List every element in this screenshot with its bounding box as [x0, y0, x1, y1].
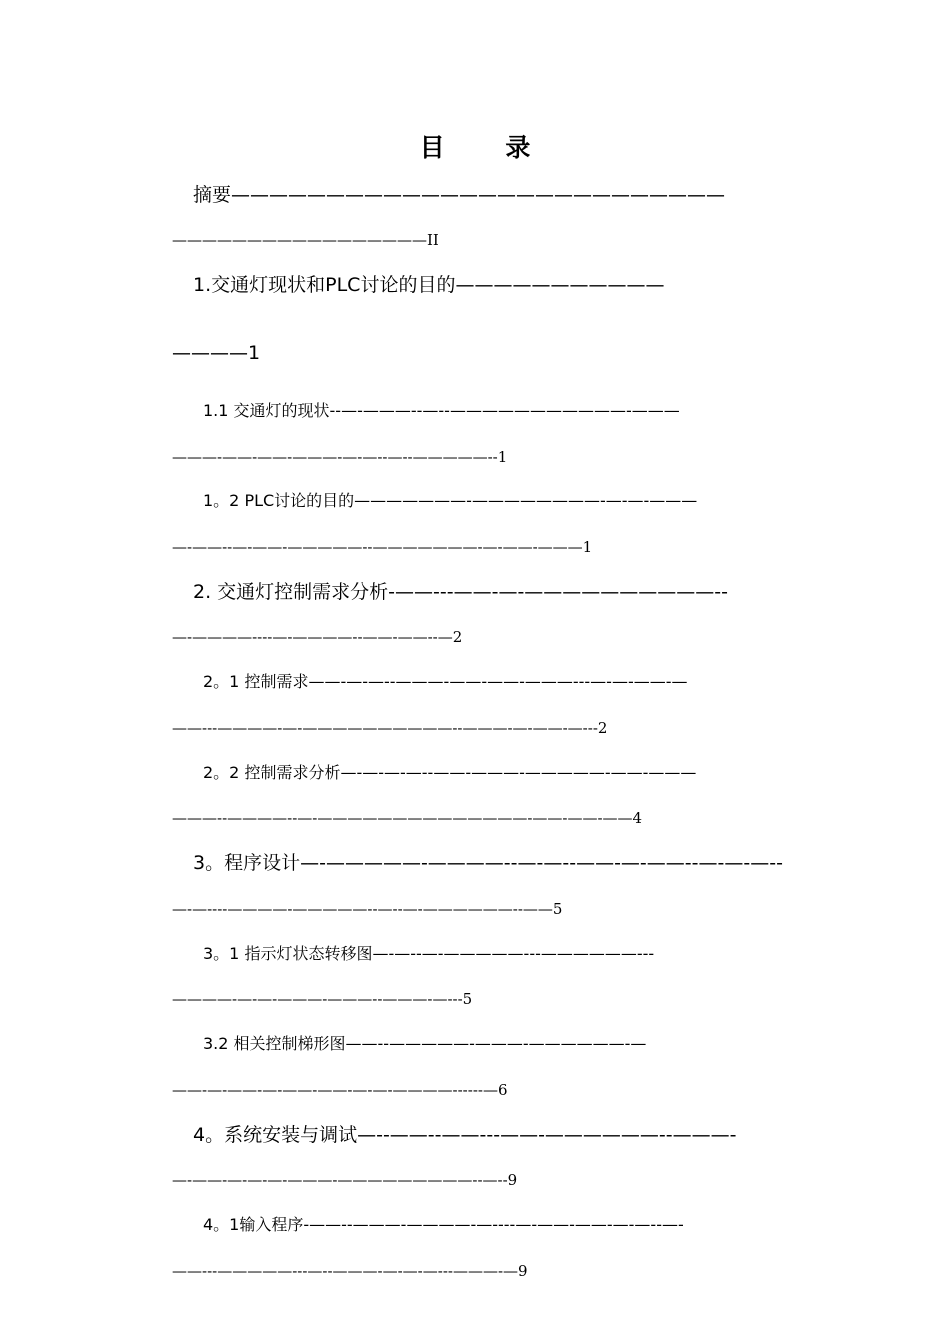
toc-entry-2-1-line2[interactable]: ——---————-—-——————————--———-—-——-—---2 [172, 719, 608, 737]
toc-entry-3-2-line2[interactable]: ——-—-——-—-——-——-—-—-————------—6 [172, 1081, 508, 1099]
toc-entry-1-1-line2[interactable]: ———-——-——-———-—-—--—--—————--1 [172, 448, 508, 466]
toc-entry-3-2-line1[interactable]: 3.2 相关控制梯形图——--—————-———-——————-— [203, 1034, 647, 1053]
toc-entry-2-line1[interactable]: 2. 交通灯控制需求分析-——---——-—-——————————-- [193, 581, 729, 603]
toc-entry-2-line2[interactable]: —-————----—-————--——-——--—2 [172, 628, 463, 646]
toc-entry-4-1-line1[interactable]: 4。1输入程序-——--———-————-—----—-——-——-—-—--—- [203, 1215, 684, 1234]
toc-entry-abstract-line2[interactable]: —————————————————II [172, 231, 439, 249]
toc-entry-1-2-line2[interactable]: —-——--—-——-—————--———————-—-——-———1 [172, 538, 593, 556]
toc-entry-2-1-line1[interactable]: 2。1 控制需求——-—-—--———-——-——-———---—-—-——-— [203, 672, 688, 691]
toc-entry-3-line1[interactable]: 3。程序设计—-—————-————--—-—--——-—-——--—-—-—-- [193, 852, 783, 874]
toc-entry-4-line1[interactable]: 4。系统安装与调试—--——--——---——-——————--———- [193, 1124, 737, 1146]
toc-entry-2-2-line2[interactable]: ———--————--—-——————————————-——-——-——4 [172, 809, 643, 827]
toc-entry-3-1-line2[interactable]: ————-—-—-———-———--———-—---5 [172, 990, 473, 1008]
toc-entry-4-line2[interactable]: —-——-—-—-—-———-—————————--—--9 [172, 1171, 518, 1189]
toc-entry-2-2-line1[interactable]: 2。2 控制需求分析—-—-—-—--——-———-—————-——-——— [203, 763, 697, 782]
toc-entry-1-1-line1[interactable]: 1.1 交通灯的现状--—-———--—--———————————-——— [203, 401, 680, 420]
toc-entry-4-1-line2[interactable]: ——---—————---—--———-—-—-—---———-—9 [172, 1262, 528, 1280]
toc-title: 目 录 [419, 133, 557, 162]
toc-entry-1-line2[interactable]: ————1 [172, 342, 261, 364]
toc-entry-abstract-line1[interactable]: 摘要—————————————————————————— [193, 184, 726, 206]
toc-entry-1-line1[interactable]: 1.交通灯现状和PLC讨论的目的——————————— [193, 274, 665, 296]
toc-entry-1-2-line1[interactable]: 1。2 PLC讨论的目的———————-————————-—-—-——— [203, 491, 698, 510]
toc-entry-3-1-line1[interactable]: 3。1 指示灯状态转移图—-—--—-—————---——————--- [203, 944, 655, 963]
toc-entry-3-line2[interactable]: —-—----————-—————--—--—-——————--——5 [172, 900, 563, 918]
